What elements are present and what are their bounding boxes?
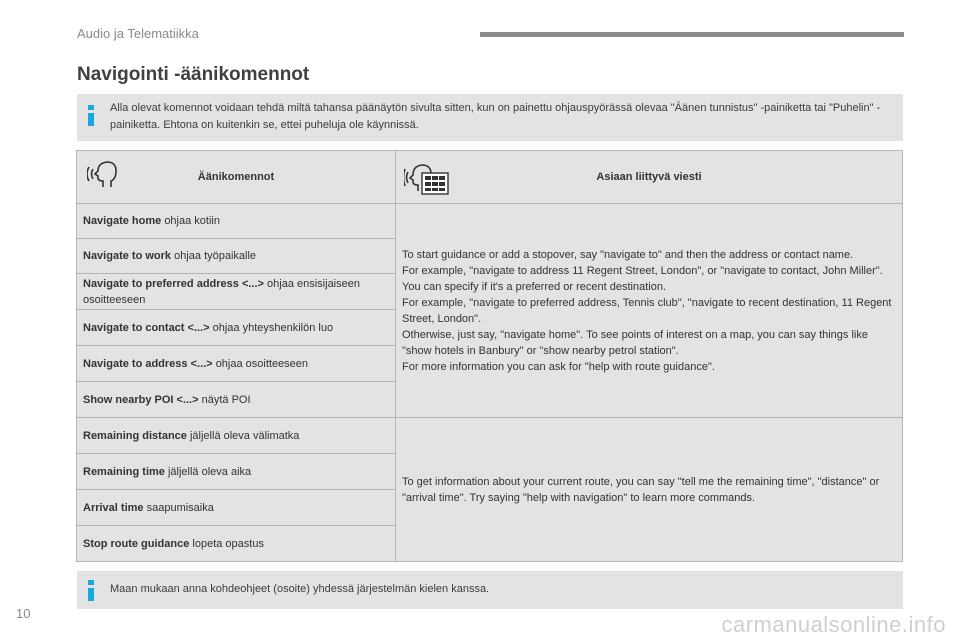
command-desc: näytä POI bbox=[201, 393, 251, 406]
table-row bbox=[77, 418, 903, 454]
message-line: To get information about your current route, you can say "tell me the remaining time", "distance" or "arrival time". Try saying "help with navigation" to learn more commands. bbox=[402, 475, 880, 504]
info-text-top: Alla olevat komennot voidaan tehdä miltä tahansa päänäytön sivulta sitten, kun on painettu ohjauspyörässä olevaa "Äänen tunnistus" -painiketta tai "Puhelin" -painiketta. Ehtona on kuitenkin se, ettei puheluja ole käynnissä. bbox=[110, 102, 881, 131]
info-icon bbox=[87, 105, 95, 127]
command-desc: jäljellä oleva aika bbox=[167, 465, 252, 478]
message-cell-route bbox=[396, 204, 903, 418]
command-desc: jäljellä oleva välimatka bbox=[189, 429, 300, 442]
command-desc: ohjaa työpaikalle bbox=[174, 250, 257, 262]
command-desc: saapumisaika bbox=[146, 501, 214, 514]
table-row bbox=[77, 204, 903, 239]
page-title: Navigointi -äänikomennot bbox=[77, 64, 310, 85]
page-number: 10 bbox=[16, 606, 31, 621]
message-line: You can specify if it's a preferred or recent destination. bbox=[402, 280, 667, 293]
command-name: Navigate to address <...> bbox=[83, 357, 213, 370]
command-cell bbox=[77, 310, 396, 346]
col2-header-label: Asiaan liittyvä viesti bbox=[596, 171, 702, 183]
command-name: Navigate to preferred address <...> bbox=[83, 277, 264, 290]
command-cell bbox=[77, 418, 396, 454]
message-line: For more information you can ask for "help with route guidance". bbox=[402, 360, 715, 373]
col1-header-label: Äänikomennot bbox=[197, 171, 275, 183]
command-cell bbox=[77, 454, 396, 490]
command-cell bbox=[77, 204, 396, 239]
command-name: Remaining time bbox=[83, 465, 165, 478]
command-desc: ohjaa kotiin bbox=[164, 215, 220, 227]
message-line: To start guidance or add a stopover, say "navigate to" and then the address or contact name. bbox=[402, 248, 854, 261]
watermark: carmanualsonline.info bbox=[721, 612, 946, 637]
command-desc: ohjaa yhteyshenkilön luo bbox=[212, 321, 334, 334]
command-name: Stop route guidance bbox=[83, 537, 190, 550]
info-box-bottom bbox=[77, 571, 903, 609]
info-box-top bbox=[77, 94, 903, 141]
command-cell bbox=[77, 239, 396, 274]
command-desc: ohjaa osoitteeseen bbox=[215, 357, 309, 370]
command-name: Arrival time bbox=[83, 501, 144, 514]
command-cell bbox=[77, 382, 396, 418]
command-desc: lopeta opastus bbox=[192, 537, 264, 550]
command-cell bbox=[77, 274, 396, 310]
message-line: For example, "navigate to preferred address, Tennis club", "navigate to recent destination, 11 Regent Street, London". bbox=[402, 296, 892, 325]
command-name: Navigate home bbox=[83, 215, 162, 227]
info-icon bbox=[87, 580, 95, 602]
speaking-head-screen-icon bbox=[404, 159, 450, 200]
voice-commands-table bbox=[76, 150, 903, 562]
command-desc: ohjaa ensisijaiseen osoitteeseen bbox=[83, 277, 360, 306]
header-related-message bbox=[396, 151, 903, 204]
table-header-row bbox=[77, 151, 903, 204]
command-cell bbox=[77, 346, 396, 382]
info-text-bottom: Maan mukaan anna kohdeohjeet (osoite) yhdessä järjestelmän kielen kanssa. bbox=[110, 583, 490, 595]
command-name: Navigate to work bbox=[83, 250, 172, 262]
command-cell bbox=[77, 526, 396, 562]
header-voice-commands bbox=[77, 151, 396, 204]
message-line: Otherwise, just say, "navigate home". To see points of interest on a map, you can say things like "show hotels in Banbury" or "show nearby petrol station". bbox=[402, 328, 868, 357]
command-name: Show nearby POI <...> bbox=[83, 393, 199, 406]
command-name: Navigate to contact <...> bbox=[83, 321, 210, 334]
speaking-head-icon bbox=[87, 159, 121, 196]
section-header: Audio ja Telematiikka bbox=[77, 26, 199, 41]
command-name: Remaining distance bbox=[83, 429, 187, 442]
command-cell bbox=[77, 490, 396, 526]
header-rule bbox=[480, 32, 904, 37]
message-cell-info bbox=[396, 418, 903, 562]
message-line: For example, "navigate to address 11 Regent Street, London", or "navigate to contact, John Miller". bbox=[402, 264, 883, 277]
